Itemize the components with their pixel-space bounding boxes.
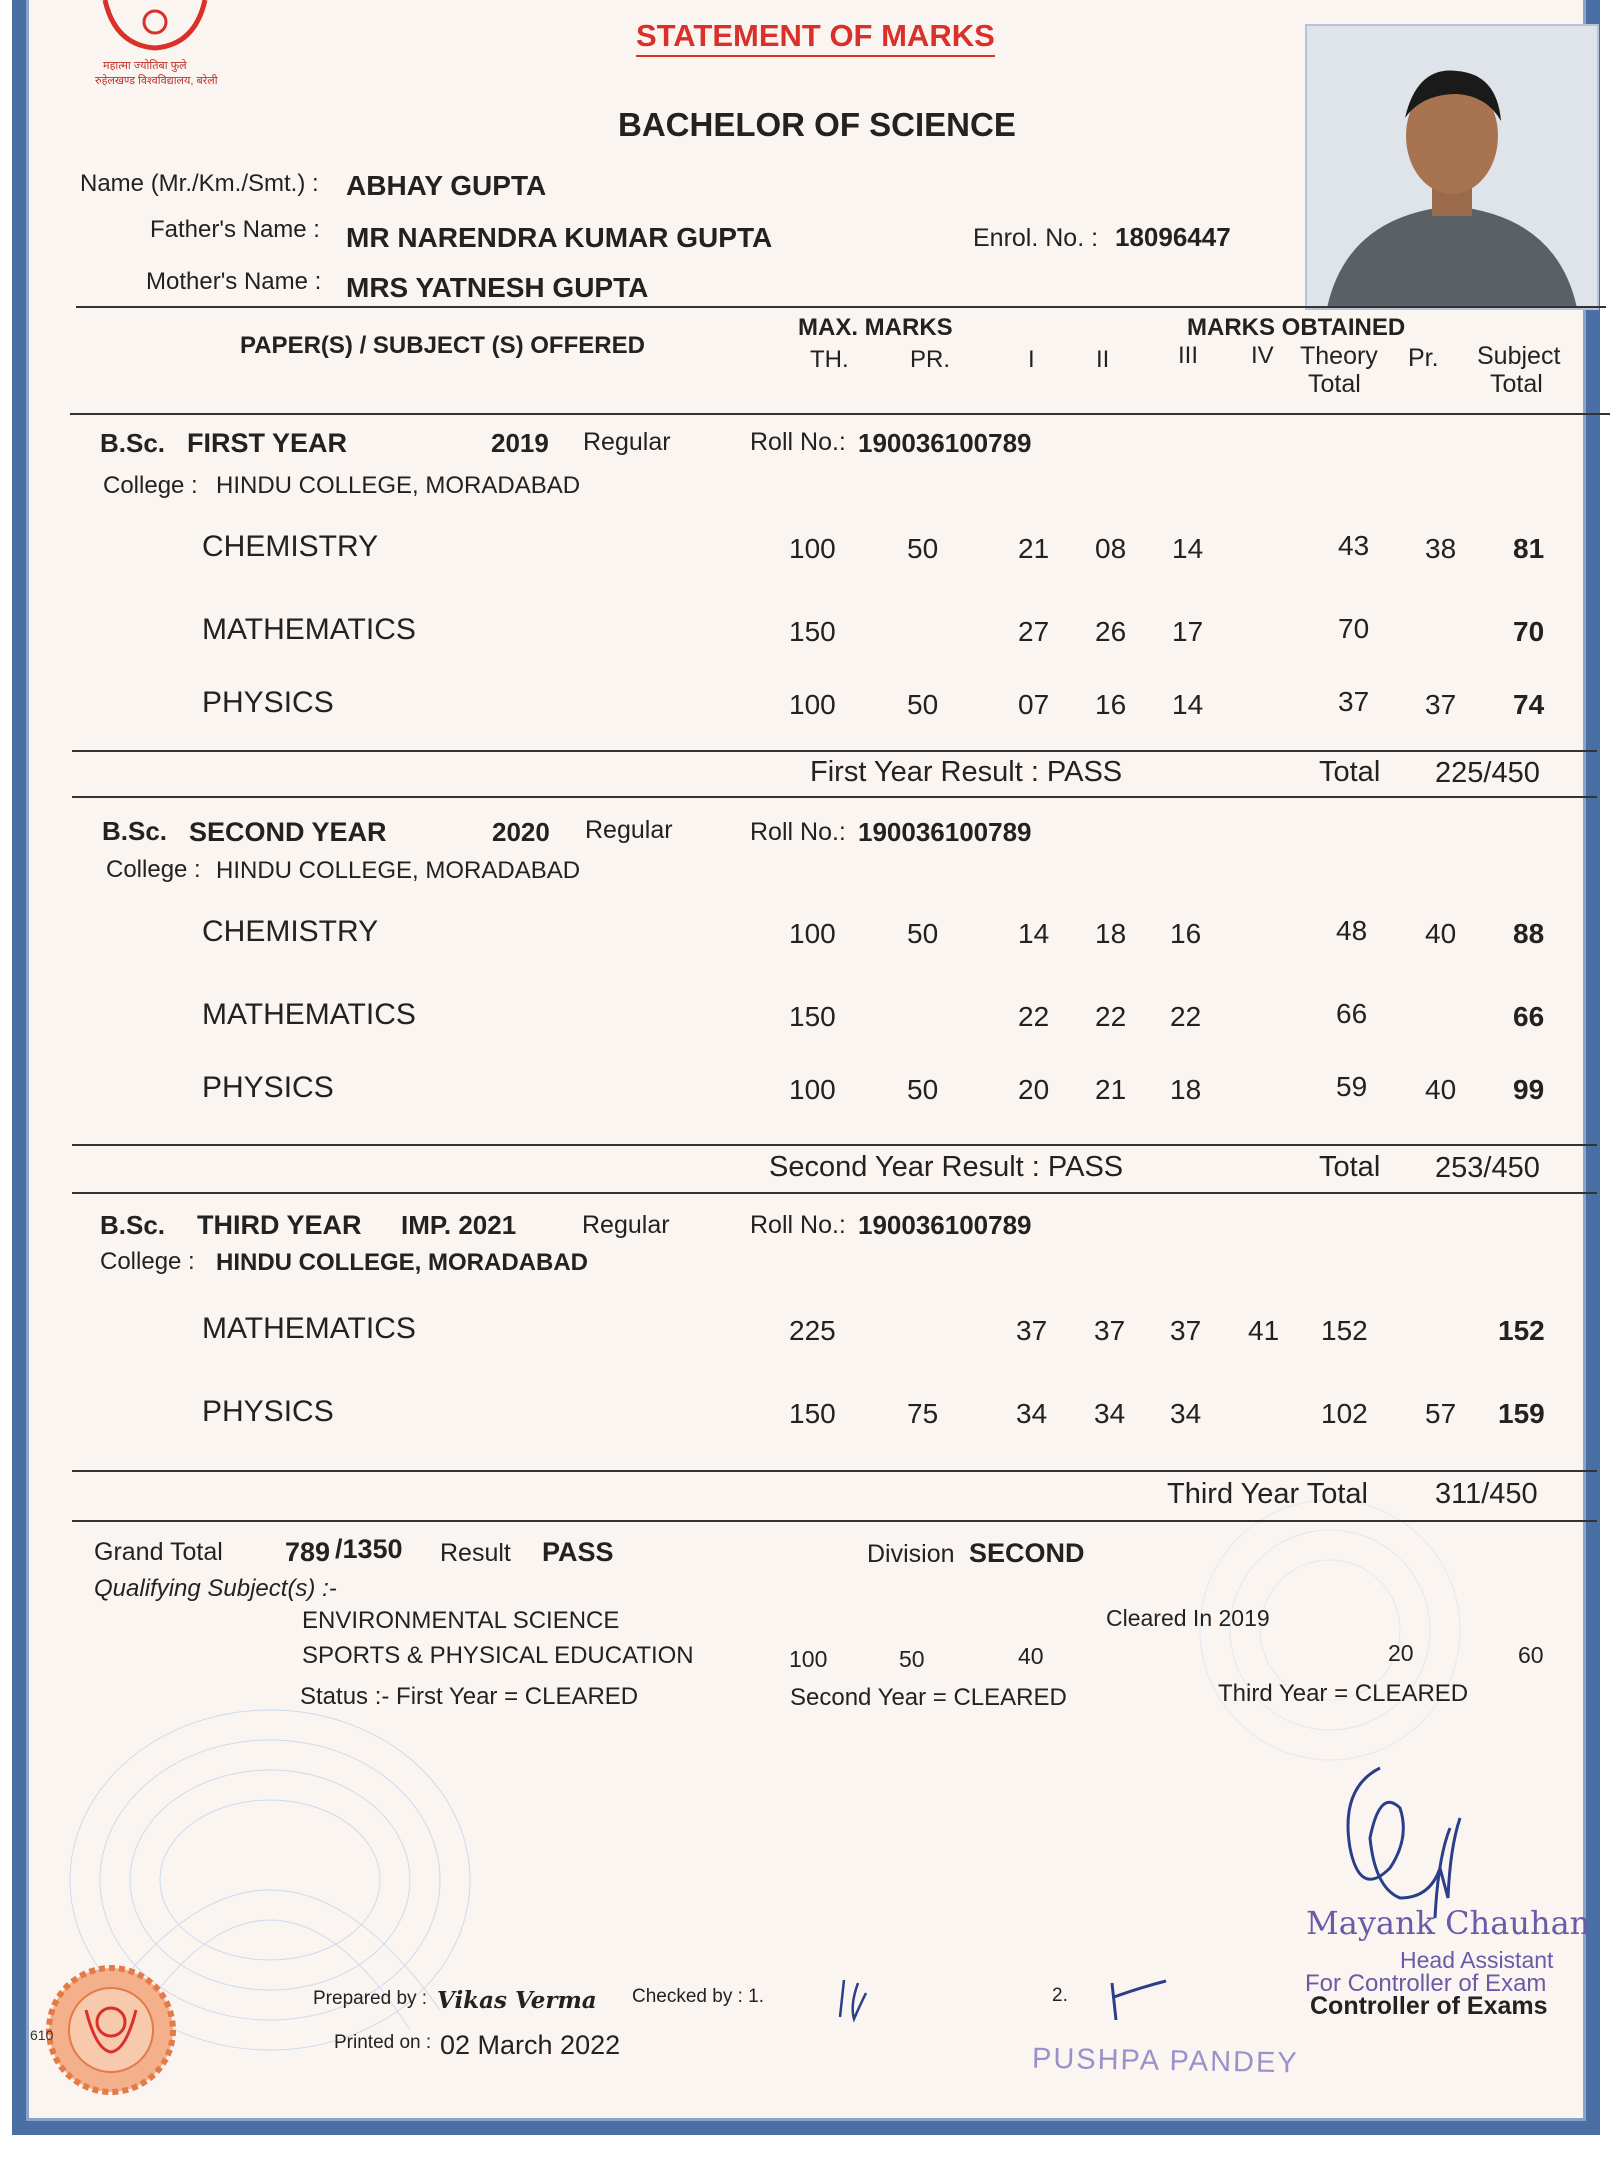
divider — [72, 750, 1597, 752]
prepared-by-label: Prepared by : — [313, 1988, 428, 2009]
col-subject-total-1: Subject — [1477, 342, 1561, 370]
university-logo — [95, 0, 218, 90]
col-marks-obtained: MARKS OBTAINED — [1187, 314, 1406, 341]
checked-by-initial-2-icon — [1102, 1975, 1172, 2025]
year1-roll-number: 190036100789 — [858, 428, 1032, 458]
checker-stamp: PUSHPA PANDEY — [1031, 2042, 1299, 2080]
practical: 40 — [1425, 918, 1457, 949]
theory-total: 48 — [1336, 915, 1368, 946]
max-th: 150 — [789, 1001, 836, 1032]
practical: 40 — [1425, 1074, 1457, 1105]
year1-type: Regular — [583, 428, 671, 456]
paper-ii: 18 — [1095, 918, 1127, 949]
divider — [70, 413, 1610, 415]
year3-result: Third Year Total — [1167, 1478, 1368, 1510]
qualifying-subject-2-value: 40 — [1018, 1643, 1044, 1669]
max-th: 225 — [789, 1315, 836, 1346]
year3-roll-number: 190036100789 — [858, 1210, 1032, 1240]
year3-label: THIRD YEAR — [197, 1210, 362, 1240]
qualifying-label: Qualifying Subject(s) :- — [94, 1575, 337, 1602]
year2-result: Second Year Result : PASS — [769, 1151, 1124, 1183]
student-name: ABHAY GUPTA — [346, 170, 547, 201]
year1-college-label: College : — [103, 472, 198, 499]
max-th: 150 — [789, 616, 836, 647]
year1-prefix: B.Sc. — [100, 428, 166, 458]
subject-total: 99 — [1513, 1074, 1545, 1105]
paper-i: 21 — [1018, 533, 1050, 564]
paper-ii: 37 — [1094, 1315, 1126, 1346]
max-th: 150 — [789, 1398, 836, 1429]
practical: 37 — [1425, 689, 1457, 720]
year1-college: HINDU COLLEGE, MORADABAD — [216, 472, 581, 499]
max-pr: 50 — [907, 689, 939, 720]
col-max-marks: MAX. MARKS — [798, 314, 953, 341]
paper-i: 34 — [1016, 1398, 1048, 1429]
subject-total: 152 — [1498, 1315, 1545, 1346]
year3-roll-label: Roll No.: — [750, 1211, 846, 1239]
col-pr: PR. — [910, 346, 951, 373]
theory-total: 102 — [1321, 1398, 1368, 1429]
subject-total: 74 — [1513, 689, 1545, 720]
division-value: SECOND — [969, 1538, 1085, 1568]
mother-label: Mother's Name : — [146, 268, 322, 295]
year2-college: HINDU COLLEGE, MORADABAD — [216, 857, 581, 884]
qualifying-subject-1-status: Cleared In 2019 — [1106, 1605, 1270, 1631]
qualifying-subject-2-value: 20 — [1388, 1640, 1414, 1666]
paper-i: 20 — [1018, 1074, 1050, 1105]
divider — [72, 796, 1597, 798]
subject-total: 66 — [1513, 1001, 1545, 1032]
checked-by-label-2: 2. — [1052, 1985, 1068, 2006]
printed-on-label: Printed on : — [334, 2032, 432, 2053]
qualifying-subject-2-value: 60 — [1518, 1642, 1544, 1668]
controller-of-exams: Controller of Exams — [1310, 1992, 1548, 2020]
divider — [72, 1470, 1597, 1472]
year1-roll-label: Roll No.: — [750, 428, 846, 456]
col-theory-total-2: Total — [1308, 370, 1361, 398]
year3-type: Regular — [582, 1211, 670, 1239]
year1-label: FIRST YEAR — [187, 428, 348, 458]
year2-roll-label: Roll No.: — [750, 818, 846, 846]
document-title: STATEMENT OF MARKS — [636, 18, 995, 57]
year3-college-label: College : — [100, 1248, 195, 1275]
year1-result: First Year Result : PASS — [810, 756, 1123, 788]
paper-ii: 26 — [1095, 616, 1127, 647]
paper-iii: 16 — [1170, 918, 1202, 949]
paper-i: 37 — [1016, 1315, 1048, 1346]
year1-total: 225/450 — [1435, 757, 1540, 789]
subject-total: 81 — [1513, 533, 1545, 564]
paper-iii: 14 — [1172, 533, 1204, 564]
degree-title: BACHELOR OF SCIENCE — [618, 106, 1016, 143]
max-pr: 75 — [907, 1398, 939, 1429]
name-label: Name (Mr./Km./Smt.) : — [80, 170, 319, 197]
university-seal-icon — [36, 1960, 186, 2100]
person-photo-icon — [1307, 26, 1597, 308]
paper-ii: 08 — [1095, 533, 1127, 564]
year2-session: 2020 — [492, 817, 550, 847]
theory-total: 66 — [1336, 998, 1368, 1029]
theory-total: 152 — [1321, 1315, 1368, 1346]
year3-college: HINDU COLLEGE, MORADABAD — [216, 1249, 588, 1276]
divider — [72, 1144, 1597, 1146]
division-label: Division — [867, 1540, 955, 1568]
year2-roll-number: 190036100789 — [858, 817, 1032, 847]
subject-name: PHYSICS — [202, 1071, 334, 1104]
year2-prefix: B.Sc. — [102, 816, 168, 846]
qualifying-subject-2-max: 100 — [789, 1646, 828, 1672]
year1-total-label: Total — [1319, 756, 1381, 788]
col-th: TH. — [810, 346, 849, 373]
theory-total: 43 — [1338, 530, 1370, 561]
subject-name: PHYSICS — [202, 1395, 334, 1428]
subject-name: MATHEMATICS — [202, 613, 416, 646]
grand-total-max: /1350 — [335, 1534, 403, 1564]
subject-total: 70 — [1513, 616, 1545, 647]
enrol-number: 18096447 — [1115, 222, 1231, 252]
paper-ii: 16 — [1095, 689, 1127, 720]
practical: 38 — [1425, 533, 1457, 564]
year2-total-label: Total — [1319, 1151, 1381, 1183]
subject-name: CHEMISTRY — [202, 915, 379, 948]
status-second-year: Second Year = CLEARED — [790, 1684, 1067, 1711]
year2-total: 253/450 — [1435, 1152, 1540, 1184]
max-th: 100 — [789, 1074, 836, 1105]
divider — [76, 306, 1606, 308]
logo-emblem-icon — [95, 0, 215, 60]
year2-college-label: College : — [106, 856, 201, 883]
col-ii: II — [1096, 346, 1110, 373]
side-number: 610 — [30, 2027, 54, 2043]
year2-type: Regular — [585, 816, 673, 844]
subject-name: MATHEMATICS — [202, 1312, 416, 1345]
qualifying-subject-2-value: 50 — [899, 1646, 925, 1672]
subject-total: 88 — [1513, 918, 1545, 949]
subject-name: CHEMISTRY — [202, 530, 379, 563]
paper-iii: 17 — [1172, 616, 1204, 647]
theory-total: 59 — [1336, 1071, 1368, 1102]
checked-by-initial-1-icon — [836, 1975, 872, 2025]
col-theory-total-1: Theory — [1300, 342, 1378, 370]
subject-name: MATHEMATICS — [202, 998, 416, 1031]
subject-name: PHYSICS — [202, 686, 334, 719]
father-name: MR NARENDRA KUMAR GUPTA — [346, 222, 773, 253]
divider — [72, 1520, 1597, 1522]
divider — [72, 1192, 1597, 1194]
qualifying-subject-2: SPORTS & PHYSICAL EDUCATION — [302, 1642, 694, 1669]
paper-i: 14 — [1018, 918, 1050, 949]
col-i: I — [1028, 346, 1035, 373]
paper-i: 07 — [1018, 689, 1050, 720]
col-pr-obt: Pr. — [1408, 344, 1439, 372]
controller-signature-icon — [1320, 1748, 1520, 1928]
year1-session: 2019 — [491, 428, 549, 458]
year3-prefix: B.Sc. — [100, 1210, 166, 1240]
col-subjects: PAPER(S) / SUBJECT (S) OFFERED — [240, 332, 645, 359]
enrol-label: Enrol. No. : — [973, 224, 1099, 252]
status-third-year: Third Year = CLEARED — [1218, 1680, 1469, 1707]
mother-name: MRS YATNESH GUPTA — [346, 272, 649, 303]
checked-by-label: Checked by : 1. — [632, 1986, 765, 2007]
subject-total: 159 — [1498, 1398, 1545, 1429]
theory-total: 70 — [1338, 613, 1370, 644]
printed-on-date: 02 March 2022 — [440, 2030, 621, 2060]
grand-total-obtained: 789 — [285, 1537, 331, 1567]
year3-session: IMP. 2021 — [401, 1210, 517, 1240]
result-value: PASS — [542, 1537, 614, 1567]
max-pr: 50 — [907, 1074, 939, 1105]
prepared-by-name: Vikas Verma — [437, 1987, 597, 2014]
logo-text-line1: महात्मा ज्योतिबा फुले — [103, 60, 187, 72]
result-label: Result — [440, 1539, 511, 1567]
year3-total: 311/450 — [1435, 1478, 1538, 1510]
max-th: 100 — [789, 533, 836, 564]
paper-ii: 21 — [1095, 1074, 1127, 1105]
practical: 57 — [1425, 1398, 1457, 1429]
paper-ii: 34 — [1094, 1398, 1126, 1429]
signatory-for: For Controller of Exam — [1305, 1970, 1547, 1997]
paper-i: 27 — [1018, 616, 1050, 647]
paper-iii: 37 — [1170, 1315, 1202, 1346]
col-subject-total-2: Total — [1490, 370, 1543, 398]
paper-iii: 18 — [1170, 1074, 1202, 1105]
signatory-title: Head Assistant — [1400, 1947, 1554, 1973]
qualifying-subject-1: ENVIRONMENTAL SCIENCE — [302, 1607, 620, 1634]
max-pr: 50 — [907, 918, 939, 949]
paper-ii: 22 — [1095, 1001, 1127, 1032]
theory-total: 37 — [1338, 686, 1370, 717]
father-label: Father's Name : — [150, 216, 320, 243]
paper-iii: 22 — [1170, 1001, 1202, 1032]
paper-i: 22 — [1018, 1001, 1050, 1032]
paper-iv: 41 — [1248, 1315, 1280, 1346]
max-th: 100 — [789, 689, 836, 720]
max-pr: 50 — [907, 533, 939, 564]
logo-text-line2: रुहेलखण्ड विश्वविद्यालय, बरेली — [95, 75, 218, 87]
student-photo — [1305, 24, 1599, 310]
signatory-name: Mayank Chauhan — [1306, 1904, 1591, 1942]
col-iii: III — [1178, 342, 1199, 369]
max-th: 100 — [789, 918, 836, 949]
status-first-year: Status :- First Year = CLEARED — [300, 1683, 639, 1710]
grand-total-label: Grand Total — [94, 1538, 223, 1566]
paper-iii: 34 — [1170, 1398, 1202, 1429]
paper-iii: 14 — [1172, 689, 1204, 720]
year2-label: SECOND YEAR — [189, 817, 387, 847]
col-iv: IV — [1251, 342, 1274, 369]
